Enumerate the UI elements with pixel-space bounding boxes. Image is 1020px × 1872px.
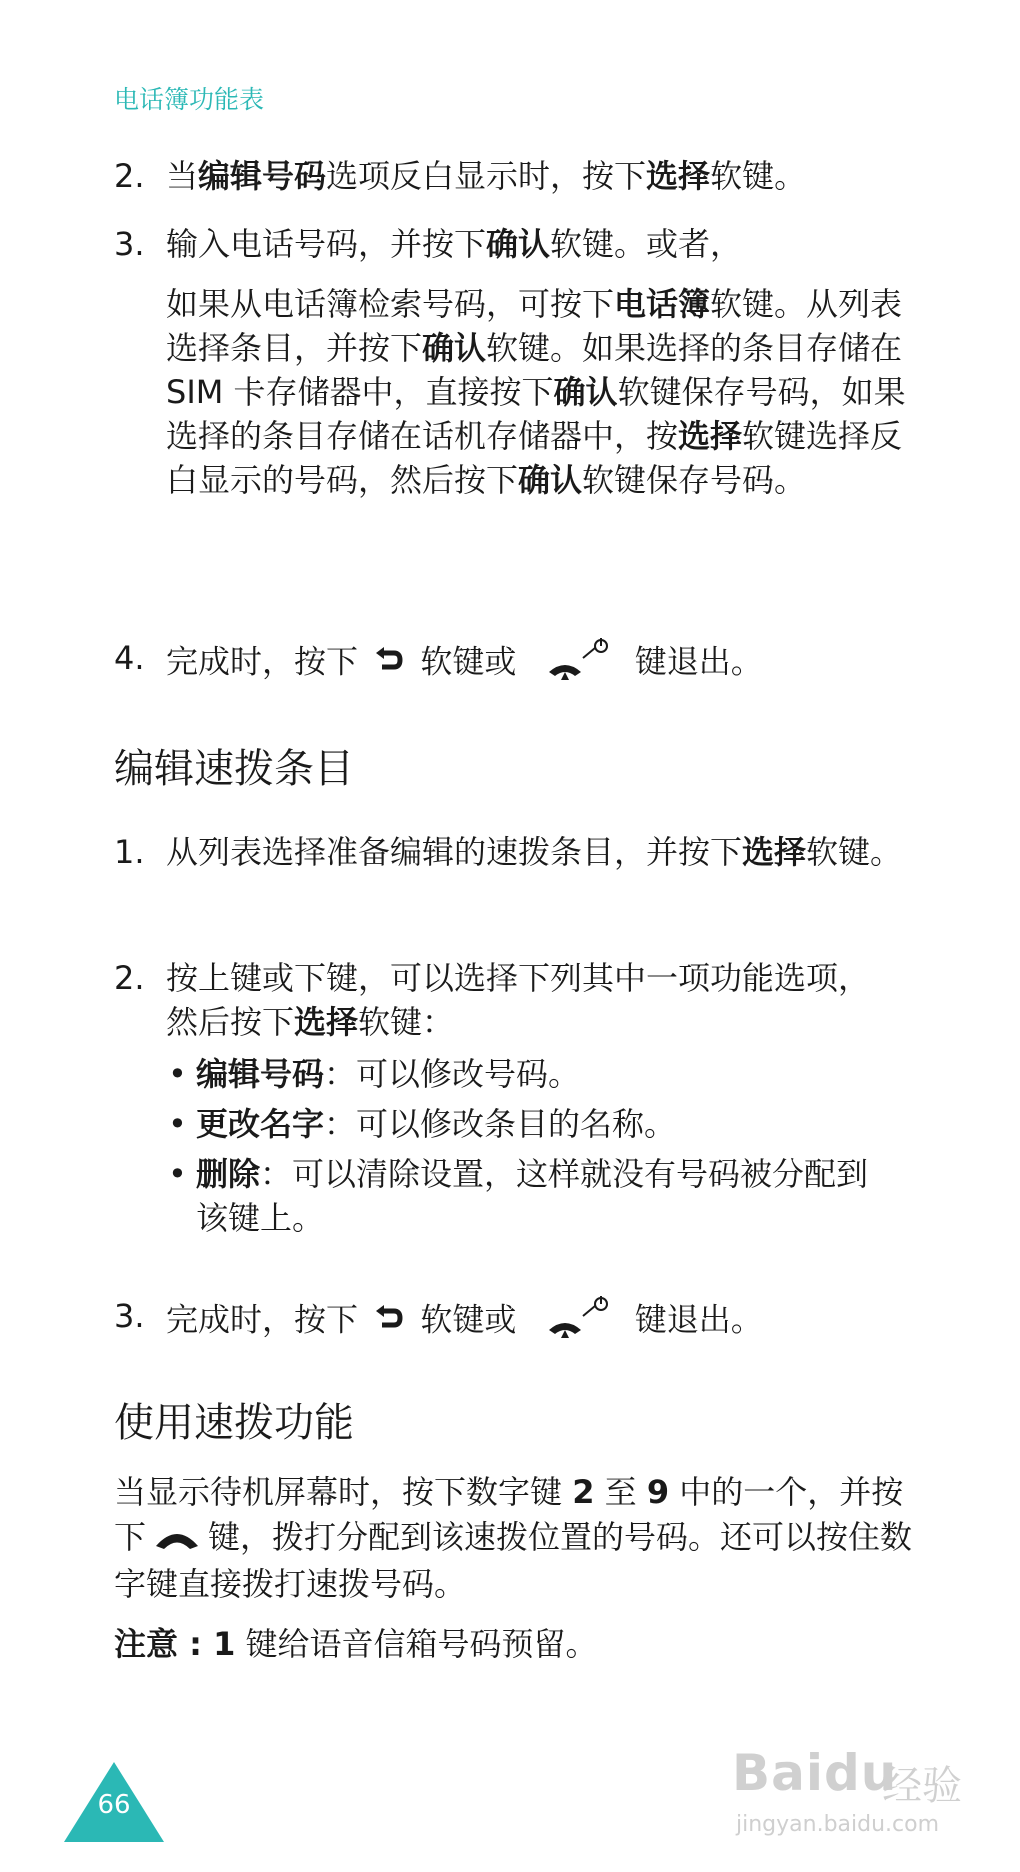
text: 完成时，按下 [166,1300,359,1339]
text: 软键保存号码。 [582,461,807,499]
bold-term: 删除 [196,1155,261,1193]
text: 软键或 [420,1300,517,1339]
bold-term: 编辑号码 [196,1055,325,1093]
text: 至 [594,1473,647,1511]
step-2-edit-number [114,154,914,198]
speed-dial-paragraph [114,1470,924,1607]
end-power-key-icon [545,636,611,691]
note [114,1622,924,1667]
bold-term: 选择 [678,417,743,455]
text: 选项反白显示时，按下 [326,157,647,195]
text: 输入电话号码，并按下 [166,225,487,263]
step-3-paragraph [166,282,914,502]
step-number: 3. [114,225,145,263]
end-power-key-icon [545,1294,611,1349]
send-call-key-icon [152,1517,202,1562]
step-1-select-entry [114,830,914,874]
back-soft-key-icon [374,642,404,686]
bold-term: 更改名字 [196,1105,325,1143]
bold-term: 9 [646,1473,670,1511]
list-item [166,1152,886,1240]
text: 键给语音信箱号码预留。 [235,1625,598,1663]
bold-term: 选择 [294,1003,359,1041]
heading-use-speed-dial: 使用速拨功能 [114,1400,354,1446]
text: ：可以修改号码。 [324,1055,581,1093]
text: 软键： [358,1003,455,1041]
text: 软键。或者， [550,225,743,263]
text: 中的一个，并按下 [114,1473,904,1556]
list-item [166,1102,886,1146]
text: 完成时，按下 [166,642,359,681]
bold-term: 编辑号码 [198,157,327,195]
text: ：可以修改条目的名称。 [324,1105,677,1143]
bold-term: 选择 [742,833,807,871]
step-number: 3. [114,1297,145,1335]
watermark-url: jingyan.baidu.com [736,1812,940,1837]
step-number: 2. [114,959,145,997]
text: 软键。 [710,157,807,195]
bold-term: 确认 [486,225,551,263]
text: 当显示待机屏幕时，按下数字键 [114,1473,573,1511]
heading-edit-speed-dial: 编辑速拨条目 [114,746,354,792]
step-3-enter-number [114,222,914,502]
watermark-brand: Baidu [732,1744,898,1802]
step-4-finish [114,636,914,691]
text: 键退出。 [634,642,763,681]
list-item [166,1052,886,1096]
text: 键退出。 [634,1300,763,1339]
step-number: 1. [114,833,145,871]
text: ：可以清除设置，这样就没有号码被分配到该键上。 [196,1155,869,1237]
text: 如果从电话簿检索号码，可按下 [166,285,615,323]
bold-term: 2 [572,1473,595,1511]
bold-term: 确认 [518,461,583,499]
step-2-choose-option [114,956,914,1246]
bold-term: 确认 [422,329,487,367]
text: 软键。从列表选择条目，并按下 [166,285,903,367]
text: 按上键或下键，可以选择下列其中一项功能选项，然后按下 [166,959,871,1041]
text: 从列表选择准备编辑的速拨条目，并按下 [166,833,743,871]
text: 软键或 [420,642,517,681]
text: 软键。如果选择的条目存储在 SIM 卡存储器中，直接按下 [166,329,903,411]
bold-term: 电话簿 [614,285,711,323]
page-number: 66 [97,1790,131,1820]
text: 软键。 [806,833,903,871]
watermark-cn: 经验 [882,1763,962,1809]
bold-term: 选择 [646,157,711,195]
text: 软键保存号码，如果选择的条目存储在话机存储器中，按 [166,373,906,455]
option-list [166,1052,886,1240]
baidu-watermark [720,1730,980,1840]
back-soft-key-icon [374,1300,404,1344]
bold-term: 确认 [553,373,618,411]
text: 当 [166,157,199,195]
text: 软键选择反白显示的号码，然后按下 [166,417,903,499]
header-title: 电话簿功能表 [114,85,265,114]
note-label: 注意 : 1 [114,1625,236,1663]
step-3-finish [114,1294,914,1349]
step-number: 2. [114,157,145,195]
text: 键，拨打分配到该速拨位置的号码。还可以按住数字键直接拨打速拨号码。 [114,1518,913,1603]
step-number: 4. [114,639,145,677]
